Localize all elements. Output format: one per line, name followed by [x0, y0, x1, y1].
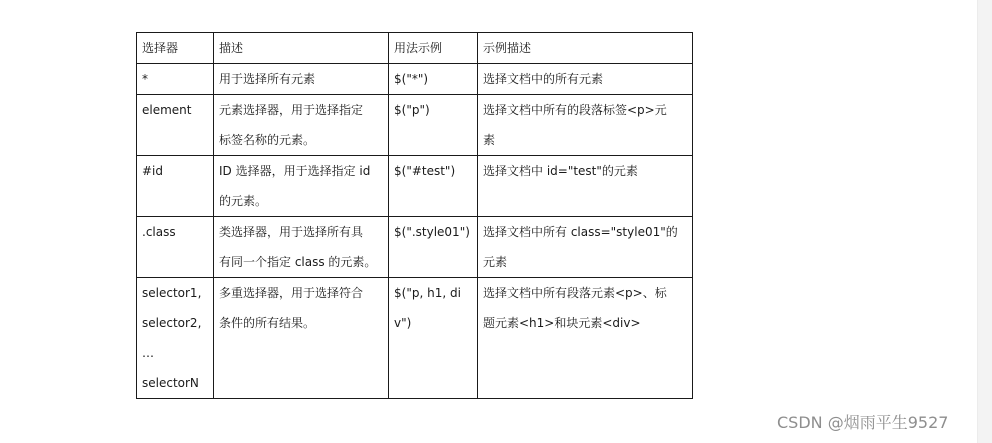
page-scroll-gutter — [977, 0, 992, 443]
cell-usage-example: $("*") — [389, 64, 478, 95]
table-row — [137, 64, 693, 95]
header-usage-example: 用法示例 — [389, 33, 478, 64]
table-row — [137, 278, 693, 399]
cell-selector: .class — [137, 217, 214, 278]
cell-selector: #id — [137, 156, 214, 217]
table-header-row — [137, 33, 693, 64]
cell-selector: element — [137, 95, 214, 156]
jquery-selector-table — [136, 32, 693, 399]
cell-description: 用于选择所有元素 — [214, 64, 389, 95]
cell-selector: selector1, selector2, … selectorN — [137, 278, 214, 399]
cell-description: 类选择器，用于选择所有具 有同一个指定 class 的元素。 — [214, 217, 389, 278]
cell-example-description: 选择文档中所有段落元素<p>、标 题元素<h1>和块元素<div> — [478, 278, 693, 399]
cell-usage-example: $("p") — [389, 95, 478, 156]
cell-example-description: 选择文档中 id="test"的元素 — [478, 156, 693, 217]
cell-usage-example: $(".style01") — [389, 217, 478, 278]
cell-description: 元素选择器，用于选择指定 标签名称的元素。 — [214, 95, 389, 156]
cell-description: ID 选择器，用于选择指定 id 的元素。 — [214, 156, 389, 217]
table-row — [137, 95, 693, 156]
csdn-watermark: CSDN @烟雨平生9527 — [777, 413, 949, 432]
cell-example-description: 选择文档中所有的段落标签<p>元 素 — [478, 95, 693, 156]
header-description: 描述 — [214, 33, 389, 64]
table-row — [137, 156, 693, 217]
table-row — [137, 217, 693, 278]
cell-description: 多重选择器，用于选择符合 条件的所有结果。 — [214, 278, 389, 399]
cell-usage-example: $("#test") — [389, 156, 478, 217]
cell-selector: * — [137, 64, 214, 95]
cell-usage-example: $("p, h1, div") — [389, 278, 478, 399]
cell-example-description: 选择文档中所有 class="style01"的 元素 — [478, 217, 693, 278]
header-example-description: 示例描述 — [478, 33, 693, 64]
header-selector: 选择器 — [137, 33, 214, 64]
cell-example-description: 选择文档中的所有元素 — [478, 64, 693, 95]
